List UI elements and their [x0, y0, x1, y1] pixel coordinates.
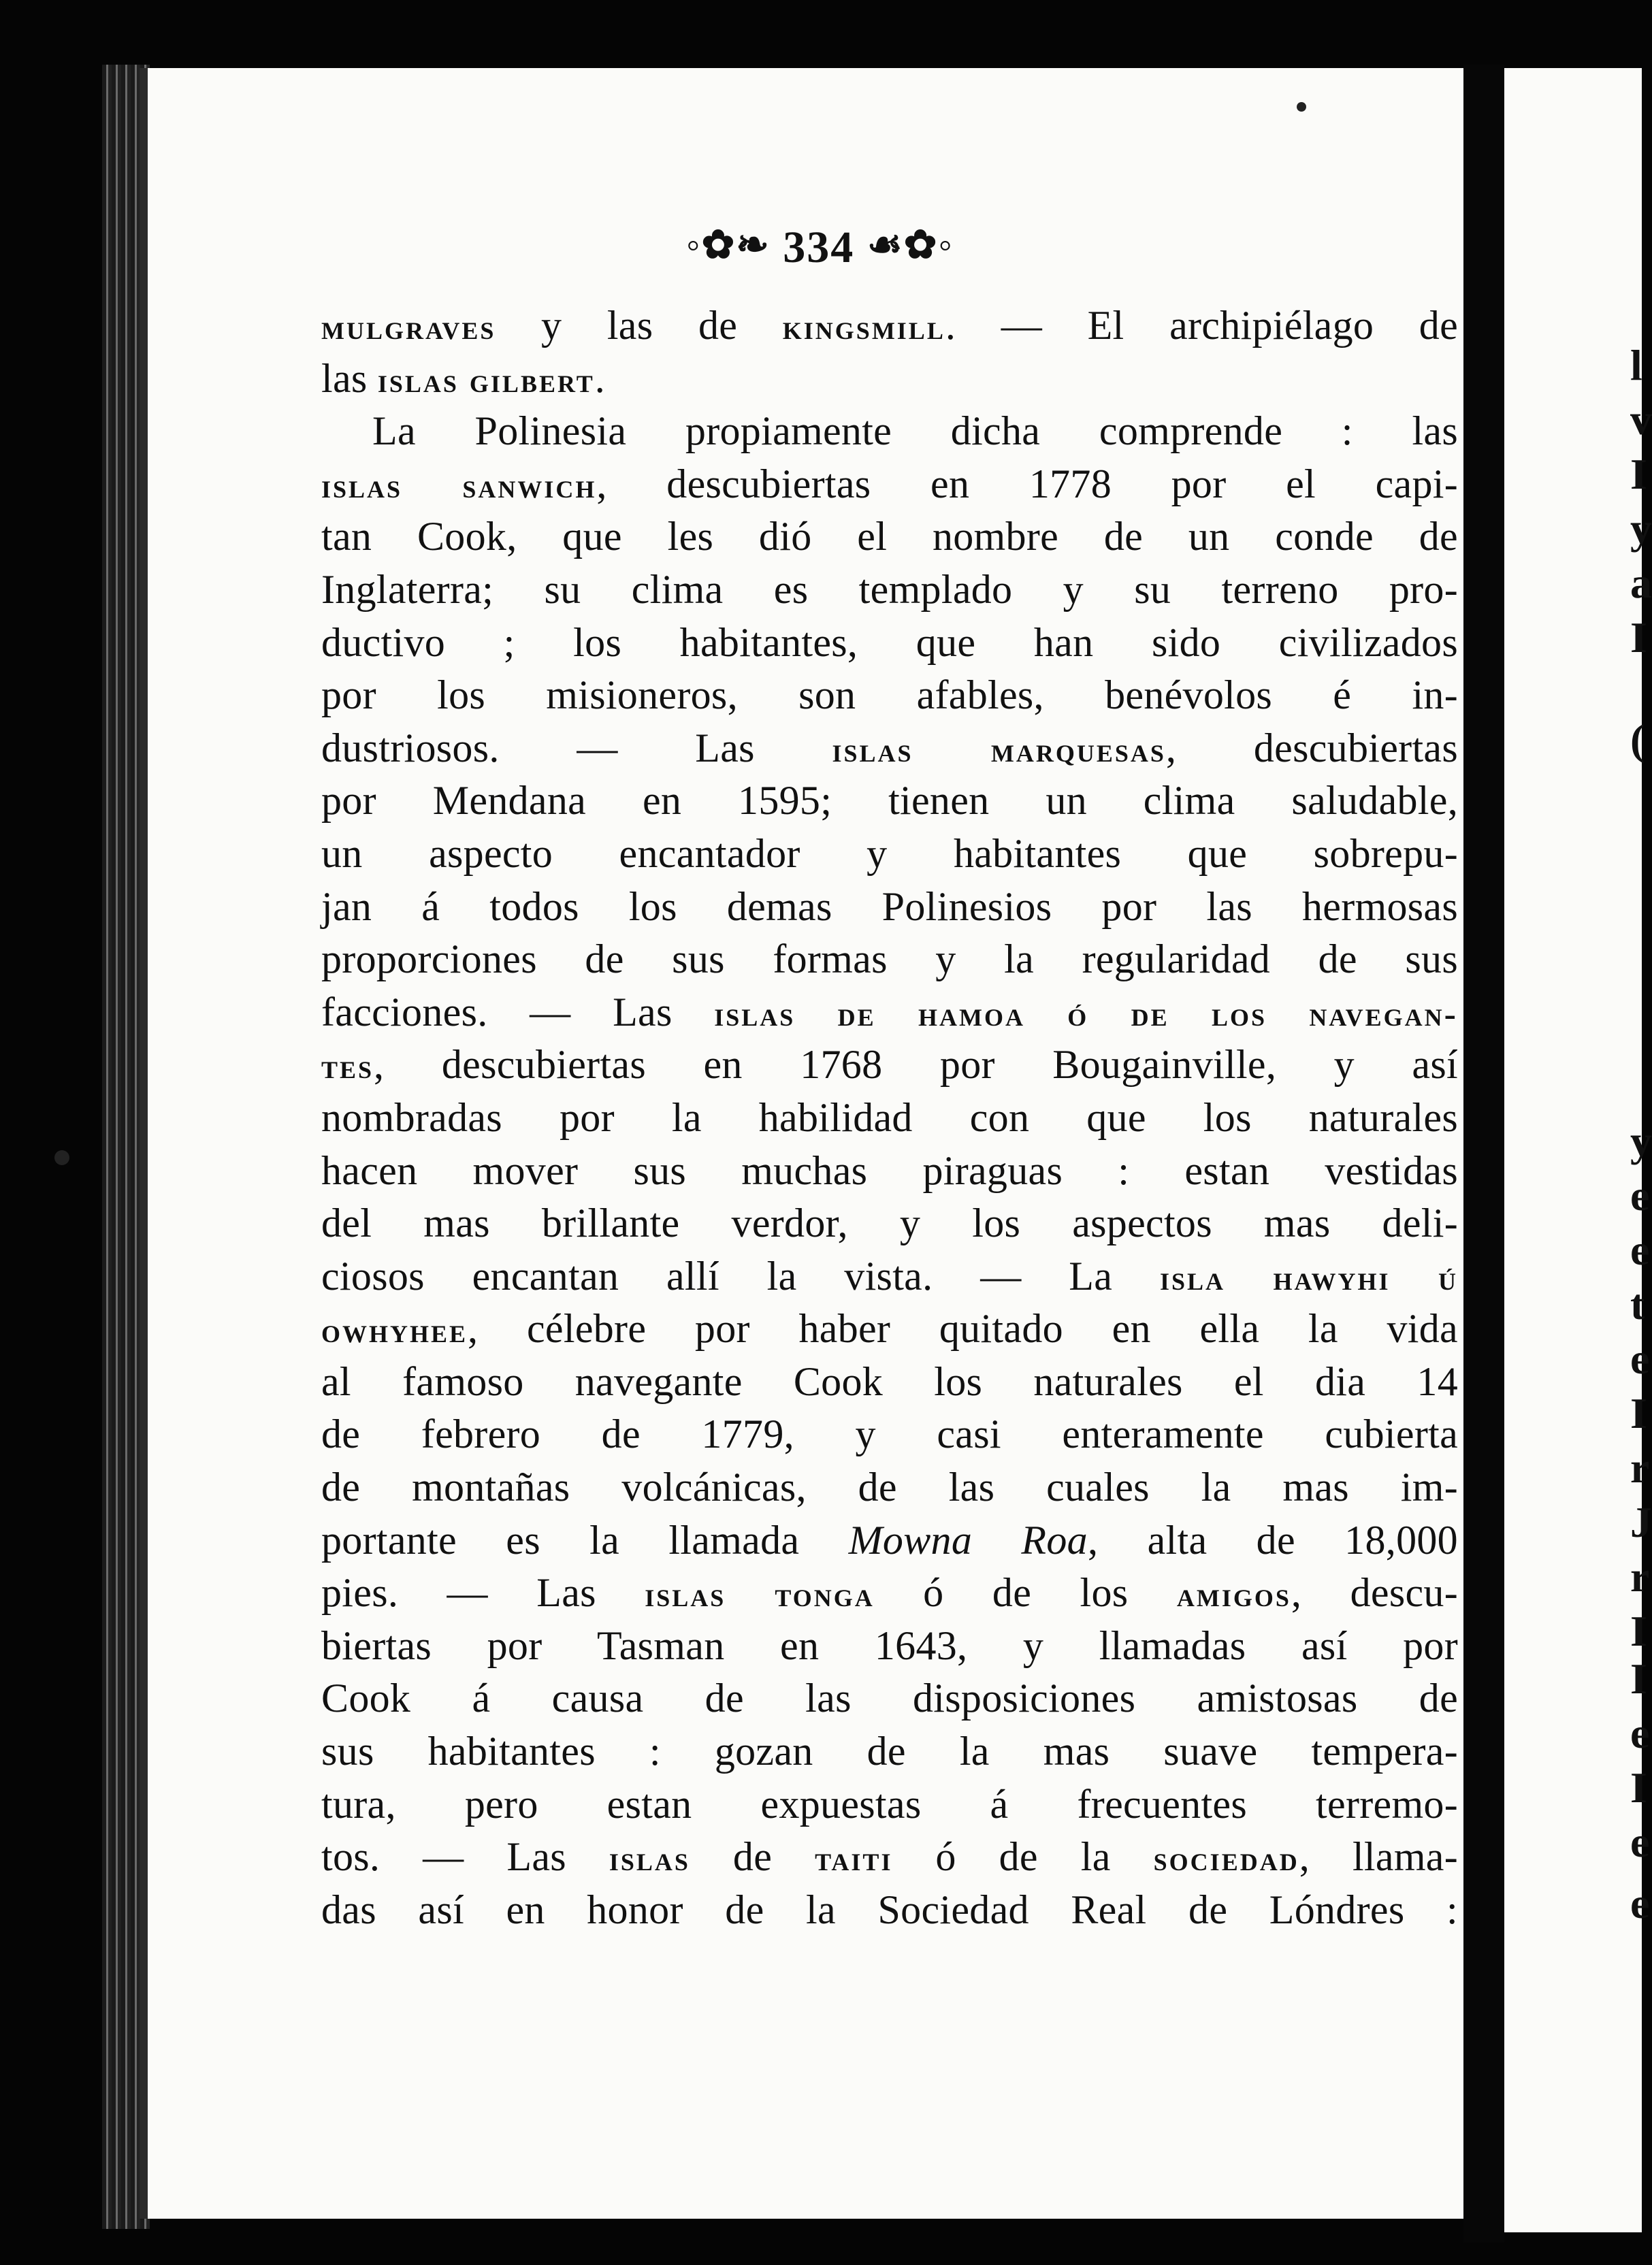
facing-page-char: r: [1630, 1444, 1650, 1492]
text-line: [321, 1408, 1458, 1461]
text-run: ciosos encantan allí la vista. — La: [321, 1253, 1160, 1299]
text-line: [321, 1250, 1458, 1303]
text-run: ó de la: [892, 1834, 1154, 1880]
header-ornament-left: ◦✿❧: [686, 223, 771, 267]
text-run: , descubiertas en 1768 por Bougainville, y así: [374, 1042, 1458, 1088]
text-line: [321, 1092, 1458, 1145]
text-run: tura, pero estan expuestas á frecuentes terremo-: [321, 1781, 1458, 1827]
text-line: [321, 353, 1458, 406]
text-line: [321, 458, 1458, 511]
facing-page-char: I: [1630, 1763, 1647, 1812]
text-line: [321, 1567, 1458, 1620]
text-run: nombradas por la habilidad con que los naturales: [321, 1094, 1458, 1140]
text-line: [321, 510, 1458, 564]
text-run: facciones. — Las: [321, 989, 715, 1034]
ink-speck: [1297, 102, 1306, 112]
text-line: [321, 1672, 1458, 1725]
text-run: pies. — Las: [321, 1570, 645, 1616]
text-run: de febrero de 1779, y casi enteramente cubierta: [321, 1412, 1458, 1457]
facing-page-char: l: [1630, 341, 1642, 389]
text-run: biertas por Tasman en 1643, y llamadas así por: [321, 1623, 1458, 1668]
facing-page-char: J: [1630, 1498, 1652, 1546]
text-line: [321, 828, 1458, 881]
page-number: 334: [783, 223, 855, 272]
small-caps-text: islas marquesas: [832, 730, 1166, 770]
facing-page-char: t: [1630, 1280, 1645, 1329]
facing-page-char: I: [1630, 450, 1647, 498]
facing-page-char: (: [1630, 715, 1645, 764]
facing-page: [1504, 68, 1642, 2232]
text-line: [321, 1145, 1458, 1198]
text-line: [321, 1831, 1458, 1884]
text-line: [321, 1778, 1458, 1831]
text-run: .: [594, 355, 606, 401]
text-line: [321, 933, 1458, 986]
text-line: [321, 881, 1458, 934]
text-run: tos. — Las: [321, 1834, 609, 1880]
body-text: [321, 299, 1458, 1936]
text-line: [321, 986, 1458, 1039]
text-line: [321, 669, 1458, 722]
text-line: [321, 1620, 1458, 1673]
text-run: Cook á causa de las disposiciones amistosas de: [321, 1676, 1458, 1721]
small-caps-text: amigos: [1176, 1576, 1291, 1615]
text-run: un aspecto encantador y habitantes que sobrepu-: [321, 830, 1458, 876]
text-run: ductivo ; los habitantes, que han sido civilizados: [321, 619, 1458, 665]
header-ornament-right: ☙✿◦: [867, 223, 954, 267]
facing-page-char: e: [1630, 1335, 1650, 1383]
text-line: [321, 617, 1458, 670]
page-header: [148, 221, 1492, 274]
text-line: [321, 722, 1458, 775]
ink-speck: [54, 1150, 69, 1165]
facing-page-char: I: [1630, 1389, 1647, 1437]
facing-page-char: y: [1630, 504, 1652, 553]
italic-text: Mowna Roa: [848, 1517, 1088, 1563]
text-run: , descubiertas en 1778 por el capi-: [596, 461, 1458, 506]
text-run: jan á todos los demas Polinesios por las hermosas: [321, 883, 1458, 929]
small-caps-text: owhyhee: [321, 1311, 468, 1351]
text-run: hacen mover sus muchas piraguas : estan vestidas: [321, 1147, 1458, 1193]
text-run: por Mendana en 1595; tienen un clima saludable,: [321, 778, 1458, 824]
text-run: ó de los: [874, 1570, 1177, 1616]
small-caps-text: mulgraves: [321, 308, 496, 347]
text-run: y las de: [496, 303, 783, 348]
small-caps-text: islas: [609, 1840, 690, 1879]
text-line: [321, 1884, 1458, 1937]
facing-page-char: e: [1630, 1879, 1650, 1927]
text-run: Inglaterra; su clima es templado y su terreno pro-: [321, 566, 1458, 612]
small-caps-text: isla hawyhi ú: [1159, 1258, 1458, 1298]
facing-page-char: e: [1630, 1818, 1650, 1866]
small-caps-text: tes: [321, 1047, 374, 1087]
text-line: [321, 1356, 1458, 1409]
text-run: tan Cook, que les dió el nombre de un conde de: [321, 514, 1458, 559]
text-line: [321, 1303, 1458, 1356]
text-run: portante es la llamada: [321, 1517, 849, 1563]
facing-page-char: e: [1630, 1226, 1650, 1274]
book-gutter: [1463, 65, 1504, 2243]
book-page: [140, 68, 1492, 2219]
text-line: [321, 775, 1458, 828]
small-caps-text: taiti: [815, 1840, 893, 1879]
text-run: del mas brillante verdor, y los aspectos mas deli-: [321, 1201, 1458, 1246]
text-run: , alta de 18,000: [1087, 1517, 1458, 1563]
facing-page-char: a: [1630, 559, 1652, 607]
facing-page-char: v: [1630, 395, 1652, 444]
text-line: [321, 405, 1458, 458]
text-run: . — El archipiélago de: [945, 303, 1458, 348]
text-line: [321, 1197, 1458, 1250]
small-caps-text: islas sanwich: [321, 466, 597, 506]
text-run: por los misioneros, son afables, benévolos é in-: [321, 672, 1458, 718]
small-caps-text: kingsmill: [782, 308, 945, 347]
facing-page-char: I: [1630, 613, 1647, 662]
text-run: , célebre por haber quitado en ella la vida: [468, 1306, 1458, 1352]
text-line: [321, 1039, 1458, 1092]
facing-page-char: y: [1630, 1117, 1652, 1165]
text-run: de: [690, 1834, 815, 1880]
text-run: , descubiertas: [1165, 725, 1458, 770]
text-run: , llama-: [1299, 1834, 1458, 1880]
text-line: [321, 1725, 1458, 1778]
facing-page-char: e: [1630, 1171, 1650, 1220]
text-run: das así en honor de la Sociedad Real de Lóndres :: [321, 1887, 1458, 1932]
small-caps-text: islas tonga: [645, 1576, 875, 1615]
text-run: al famoso navegante Cook los naturales el dia 14: [321, 1358, 1458, 1404]
text-line: [321, 1461, 1458, 1514]
text-run: dustriosos. — Las: [321, 725, 832, 770]
text-run: , descu-: [1291, 1570, 1458, 1616]
text-run: La Polinesia propiamente dicha comprende : las: [372, 408, 1458, 454]
facing-page-char: I: [1630, 1607, 1647, 1655]
facing-page-char: r: [1630, 1552, 1650, 1601]
small-caps-text: islas gilbert: [377, 361, 595, 400]
text-line: [321, 299, 1458, 353]
facing-page-char: I: [1630, 1655, 1647, 1703]
text-run: proporciones de sus formas y la regularidad de sus: [321, 936, 1458, 982]
small-caps-text: islas de hamoa ó de los navegan-: [714, 994, 1458, 1034]
text-run: de montañas volcánicas, de las cuales la mas im-: [321, 1465, 1458, 1510]
facing-page-char: e: [1630, 1709, 1650, 1757]
text-run: sus habitantes : gozan de la mas suave tempera-: [321, 1729, 1458, 1774]
text-line: [321, 1514, 1458, 1567]
text-run: las: [321, 355, 378, 401]
small-caps-text: sociedad: [1153, 1840, 1299, 1879]
text-line: [321, 564, 1458, 617]
